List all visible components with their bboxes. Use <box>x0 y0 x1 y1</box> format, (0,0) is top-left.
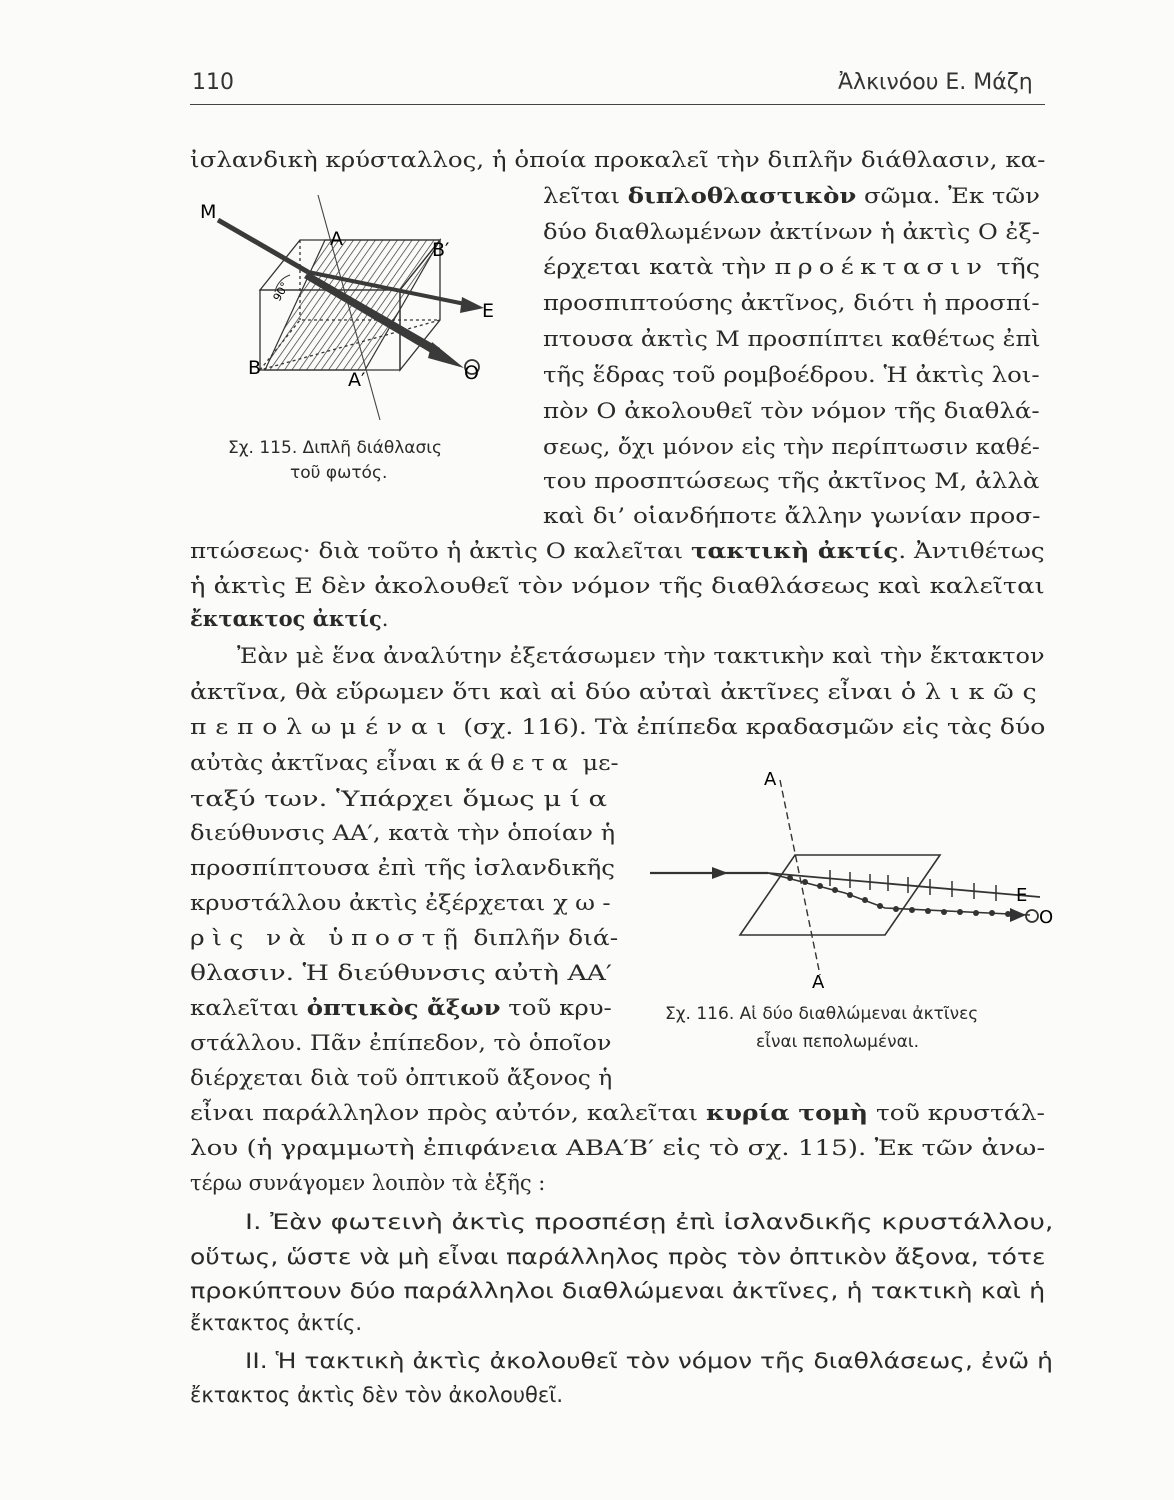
ray-o-dots <box>787 875 1011 917</box>
figure-116-caption-line-2: εἶναι πεπολωμέναι. <box>756 1032 920 1052</box>
figure-115-caption-line-2: τοῦ φωτός. <box>290 463 388 483</box>
figure-115-caption-line-1: Σχ. 115. Διπλῆ διάθλασις <box>228 438 443 458</box>
text-line-34: ἔκτακτος ἀκτίς. <box>190 1311 363 1335</box>
text-line-21: προσπίπτουσα ἐπὶ τῆς ἰσλανδικῆς <box>190 856 615 880</box>
figure-116-caption-line-1: Σχ. 116. Αἱ δύο διαθλώμεναι ἀκτῖνες <box>665 1004 979 1024</box>
text-line-7: τῆς ἕδρας τοῦ ρομβοέδρου. Ἡ ἀκτὶς λοι- <box>543 363 1040 387</box>
ray-o-endpoint <box>1026 910 1038 922</box>
label-a-bottom: A <box>812 972 825 993</box>
ray-o-line <box>768 873 1030 915</box>
text-line-12: πτώσεως· διὰ τοῦτο ἡ ἀκτὶς Ο καλεῖται τακτικὴ ἀκτίς. Ἀντιθέτως <box>190 538 1045 563</box>
figure-115 <box>190 180 520 430</box>
label-angle: 90° <box>270 280 292 304</box>
text-line-11: καὶ δι’ οἱανδήποτε ἄλλην γωνίαν προσ- <box>543 504 1041 528</box>
text-line-17: πεπολωμέναι (σχ. 116). Τὰ ἐπίπεδα κραδασμῶν εἰς τὰς δύο <box>190 715 1046 739</box>
label-b-prime: B′ <box>432 239 450 261</box>
text-line-3: δύο διαθλωμένων ἀκτίνων ἡ ἀκτὶς Ο ἐξ- <box>543 220 1040 244</box>
header-rule <box>190 104 1045 105</box>
text-line-6: πτουσα ἀκτὶς Μ προσπίπτει καθέτως ἐπὶ <box>543 327 1041 351</box>
text-line-9: σεως, ὄχι μόνον εἰς τὴν περίπτωσιν καθέ- <box>543 435 1040 459</box>
text-line-13: ἡ ἀκτὶς Ε δὲν ἀκολουθεῖ τὸν νόμον τῆς διαθλάσεως καὶ καλεῖται <box>190 574 1045 598</box>
text-line-2: λεῖται διπλοθλαστικὸν σῶμα. Ἐκ τῶν <box>543 183 1040 208</box>
ray-o-arrow <box>1010 908 1026 922</box>
text-line-31: I. Ἐὰν φωτεινὴ ἀκτὶς προσπέσῃ ἐπὶ ἰσλανδικῆς κρυστάλλου, <box>245 1210 1054 1234</box>
crystal-parallelogram <box>740 855 940 935</box>
text-line-5: προσπιπτούσης ἀκτῖνος, διότι ἡ προσπί- <box>543 291 1040 315</box>
label-e: E <box>1016 885 1028 906</box>
text-line-36: ἔκτακτος ἀκτὶς δὲν τὸν ἀκολουθεῖ. <box>190 1383 564 1407</box>
text-line-23: ρὶς νὰ ὑποστῇ διπλῆν διά- <box>190 926 619 950</box>
label-e: E <box>482 300 495 322</box>
text-line-33: προκύπτουν δύο παράλληλοι διαθλώμεναι ἀκτῖνες, ἡ τακτικὴ καὶ ἡ <box>190 1279 1046 1303</box>
text-line-20: διεύθυνσις ΑΑ′, κατὰ τὴν ὁποίαν ἡ <box>190 821 616 845</box>
text-line-16: ἀκτῖνα, θὰ εὕρωμεν ὅτι καὶ αἱ δύο αὐταὶ ἀκτῖνες εἶναι ὁλικῶς <box>190 680 1046 704</box>
text-line-26: στάλλου. Πᾶν ἐπίπεδον, τὸ ὁποῖον <box>190 1031 612 1055</box>
text-line-27: διέρχεται διὰ τοῦ ὀπτικοῦ ἄξονος ἡ <box>190 1066 613 1090</box>
text-line-8: πὸν Ο ἀκολουθεῖ τὸν νόμον τῆς διαθλά- <box>543 399 1040 423</box>
ray-e-arrow <box>460 297 484 313</box>
ray-e-line <box>768 873 1040 897</box>
figure-116 <box>640 765 1060 995</box>
page-number: 110 <box>192 70 234 95</box>
incident-arrow <box>712 867 728 879</box>
text-line-28: εἶναι παράλληλον πρὸς αὐτόν, καλεῖται κυρία τομὴ τοῦ κρυστάλ- <box>190 1100 1045 1125</box>
text-line-1: ἰσλανδικὴ κρύσταλλος, ἡ ὁποία προκαλεῖ τὴν διπλῆν διάθλασιν, κα- <box>190 148 1046 172</box>
label-o: O <box>464 362 479 384</box>
text-line-4: έρχεται κατὰ τὴν προέκτασιν τῆς <box>543 255 1041 279</box>
text-line-30: τέρω συνάγομεν λοιπὸν τὰ ἑξῆς : <box>190 1171 546 1195</box>
label-a: A <box>330 228 343 250</box>
text-line-29: λου (ἡ γραμμωτὴ ἐπιφάνεια ΑΒΑ′Β′ εἰς τὸ σχ. 115). Ἐκ τῶν ἀνω- <box>190 1136 1046 1160</box>
label-m: M <box>200 201 217 223</box>
text-line-22: κρυστάλλου ἀκτὶς ἐξέρχεται χω- <box>190 891 618 915</box>
label-b: B <box>248 357 262 379</box>
text-line-25: καλεῖται ὀπτικὸς ἄξων τοῦ κρυ- <box>190 995 612 1020</box>
text-line-19: ταξύ των. Ὑπάρχει ὅμως μία <box>190 787 616 811</box>
label-a-top: A <box>764 769 777 790</box>
text-line-14: ἔκτακτος ἀκτίς. <box>190 606 389 631</box>
text-line-32: οὕτως, ὥστε νὰ μὴ εἶναι παράλληλος πρὸς τὸν ὀπτικὸν ἄξονα, τότε <box>190 1245 1046 1269</box>
text-line-15: Ἐὰν μὲ ἕνα ἀναλύτην ἐξετάσωμεν τὴν τακτικὴν καὶ τὴν ἔκτακτον <box>237 644 1045 668</box>
text-line-10: του προσπτώσεως τῆς ἀκτῖνος Μ, ἀλλὰ <box>543 469 1040 493</box>
text-line-24: θλασιν. Ἡ διεύθυνσις αὐτὴ ΑΑ′ <box>190 961 612 985</box>
label-o: O <box>1039 907 1054 928</box>
running-title: Ἀλκινόου Ε. Μάζη <box>838 70 1033 95</box>
label-a-prime: A′ <box>348 369 366 391</box>
text-line-18: αὐτὰς ἀκτῖνας εἶναι κάθετα με- <box>190 751 619 775</box>
text-line-35: II. Ἡ τακτικὴ ἀκτὶς ἀκολουθεῖ τὸν νόμον τῆς διαθλάσεως, ἐνῶ ἡ <box>245 1349 1053 1373</box>
